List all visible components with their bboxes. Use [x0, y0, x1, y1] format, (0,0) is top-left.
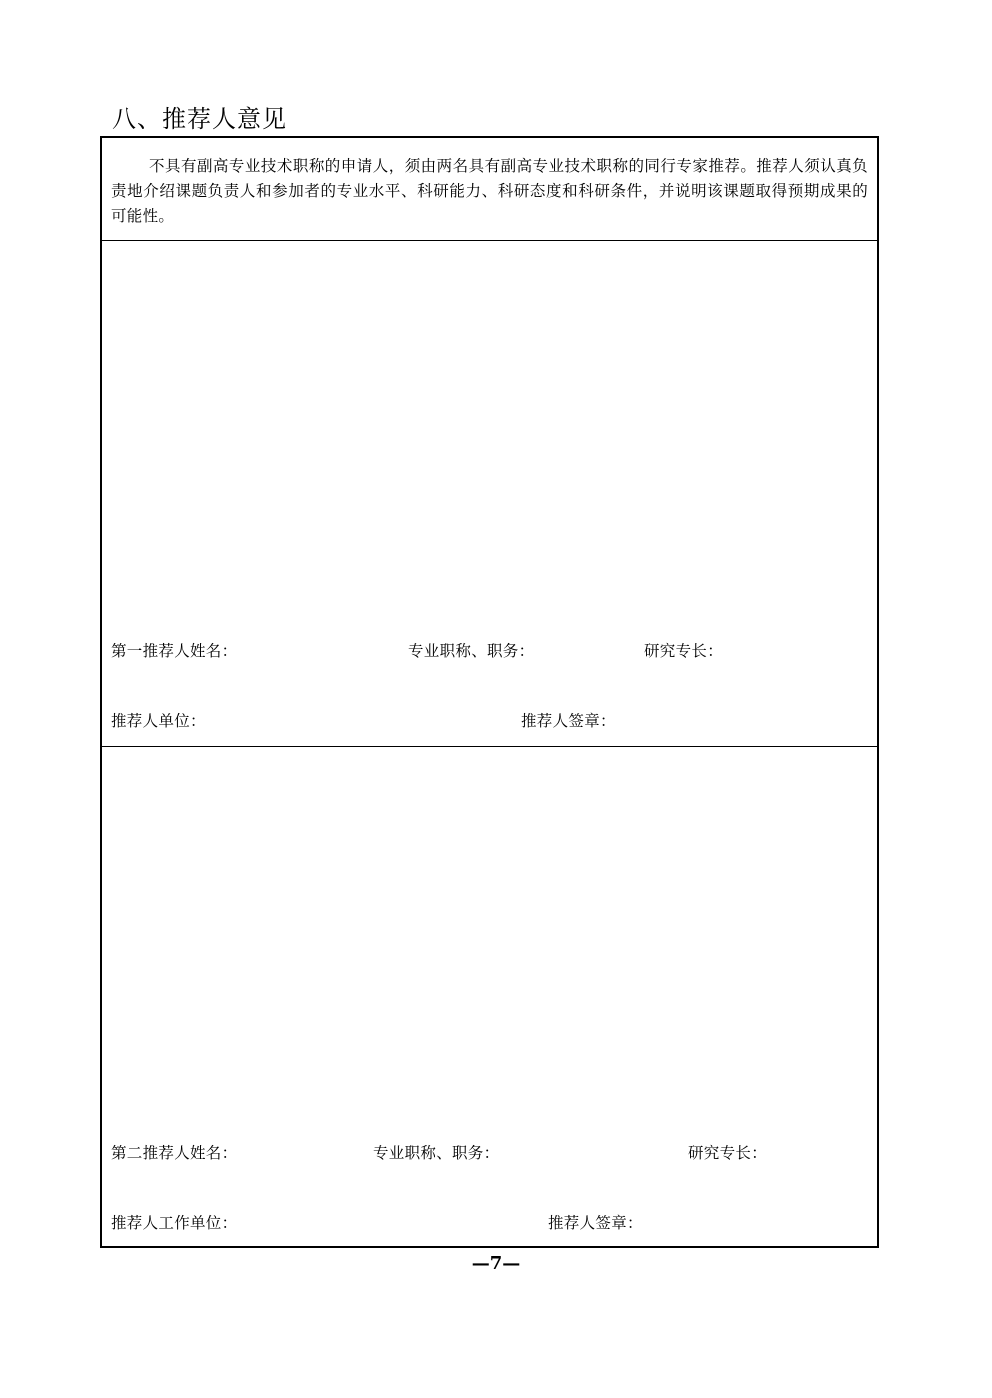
instructions-text: 不具有副高专业技术职称的申请人，须由两名具有副高专业技术职称的同行专家推荐。推荐人须认真负责地介绍课题负责人和参加者的专业水平、科研能力、科研态度和科研条件，并说明该课题取得预期成果的可能性。: [111, 157, 868, 225]
second-recommender-signature-label: 推荐人签章：: [548, 1214, 643, 1232]
first-recommender-name-label: 第一推荐人姓名：: [111, 642, 238, 660]
section-title: 八、推荐人意见: [112, 105, 287, 133]
first-recommender-signature-label: 推荐人签章：: [521, 712, 616, 730]
second-recommender-name-label: 第二推荐人姓名：: [111, 1144, 238, 1162]
first-recommender-unit-label: 推荐人单位：: [111, 712, 206, 730]
second-recommender-section: [102, 748, 877, 1246]
instructions-cell: [102, 138, 877, 241]
second-recommender-unit-label: 推荐人工作单位：: [111, 1214, 238, 1232]
second-recommender-specialty-label: 研究专长：: [688, 1144, 768, 1162]
first-recommender-section: [102, 242, 877, 747]
page-number: —7—: [471, 1253, 521, 1274]
first-recommender-title-label: 专业职称、职务：: [408, 642, 535, 660]
first-recommender-opinion-area[interactable]: [102, 242, 877, 612]
second-recommender-title-label: 专业职称、职务：: [373, 1144, 500, 1162]
recommendation-form: [100, 136, 879, 1248]
first-recommender-specialty-label: 研究专长：: [644, 642, 724, 660]
second-recommender-opinion-area[interactable]: [102, 748, 877, 1118]
